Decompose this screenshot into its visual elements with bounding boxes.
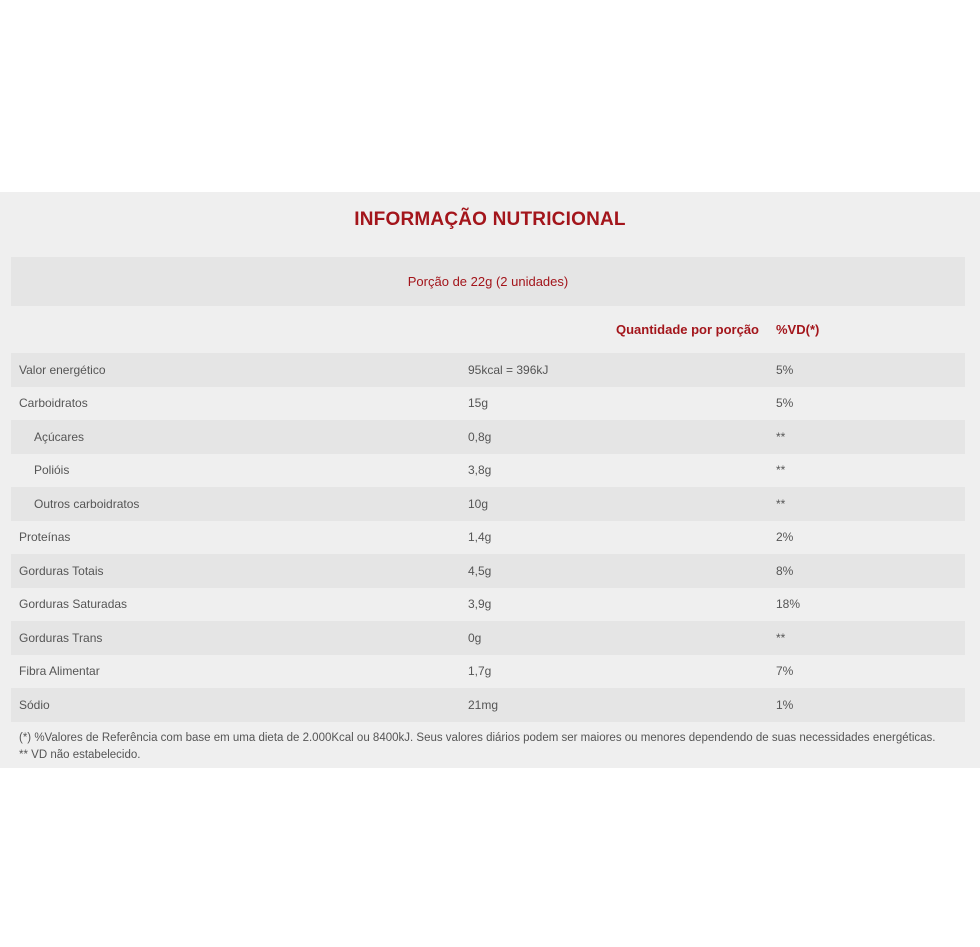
table-row	[11, 387, 965, 421]
nutrition-title: INFORMAÇÃO NUTRICIONAL	[354, 209, 626, 230]
nutrient-amount: 95kcal = 396kJ	[468, 362, 549, 377]
nutrient-amount: 3,9g	[468, 597, 492, 612]
nutrient-dv: 5%	[776, 396, 794, 411]
nutrient-name: Valor energético	[19, 362, 106, 377]
nutrient-name: Açúcares	[34, 429, 85, 444]
table-row	[11, 420, 965, 454]
quantity-column-header: Quantidade por porção	[615, 322, 759, 337]
table-row	[11, 688, 965, 722]
nutrient-name: Carboidratos	[19, 396, 88, 411]
table-row	[11, 521, 965, 555]
nutrient-dv: 18%	[776, 597, 801, 612]
nutrient-amount: 0,8g	[468, 429, 492, 444]
portion-label: Porção de 22g (2 unidades)	[407, 274, 569, 289]
portion-bar	[11, 257, 965, 306]
nutrient-name: Gorduras Trans	[19, 630, 103, 645]
nutrient-amount: 21mg	[468, 697, 499, 712]
table-row	[11, 454, 965, 488]
dv-column-header: %VD(*)	[776, 322, 820, 337]
nutrient-dv: 8%	[776, 563, 794, 578]
nutrient-name: Polióis	[34, 463, 70, 478]
nutrient-name: Outros carboidratos	[34, 496, 140, 511]
table-row	[11, 487, 965, 521]
nutrient-amount: 1,4g	[468, 530, 492, 545]
nutrient-dv: 7%	[776, 664, 794, 679]
nutrient-amount: 0g	[468, 630, 482, 645]
nutrient-dv: **	[776, 429, 786, 444]
nutrient-amount: 4,5g	[468, 563, 492, 578]
nutrient-name: Sódio	[19, 697, 50, 712]
table-row	[11, 353, 965, 387]
nutrient-name: Proteínas	[19, 530, 71, 545]
nutrient-name: Fibra Alimentar	[19, 664, 100, 679]
nutrient-dv: 1%	[776, 697, 794, 712]
nutrient-name: Gorduras Totais	[19, 563, 104, 578]
nutrient-dv: 5%	[776, 362, 794, 377]
nutrient-dv: **	[776, 630, 786, 645]
nutrient-amount: 15g	[468, 396, 489, 411]
nutrient-amount: 1,7g	[468, 664, 492, 679]
nutrition-panel	[0, 192, 980, 768]
nutrient-amount: 10g	[468, 496, 489, 511]
column-header	[0, 313, 980, 345]
table-row	[11, 621, 965, 655]
nutrient-dv: **	[776, 496, 786, 511]
nutrient-dv: 2%	[776, 530, 794, 545]
nutrient-dv: **	[776, 463, 786, 478]
table-row	[11, 655, 965, 689]
footnote: (*) %Valores de Referência com base em uma dieta de 2.000Kcal ou 8400kJ. Seus valores diários podem ser maiores ou menores dependendo de suas necessidades energéticas. ** VD não estabelecido.	[19, 732, 936, 761]
nutrition-table	[11, 353, 965, 722]
table-row	[11, 554, 965, 588]
table-row	[11, 588, 965, 622]
nutrient-name: Gorduras Saturadas	[19, 597, 128, 612]
nutrient-amount: 3,8g	[468, 463, 492, 478]
